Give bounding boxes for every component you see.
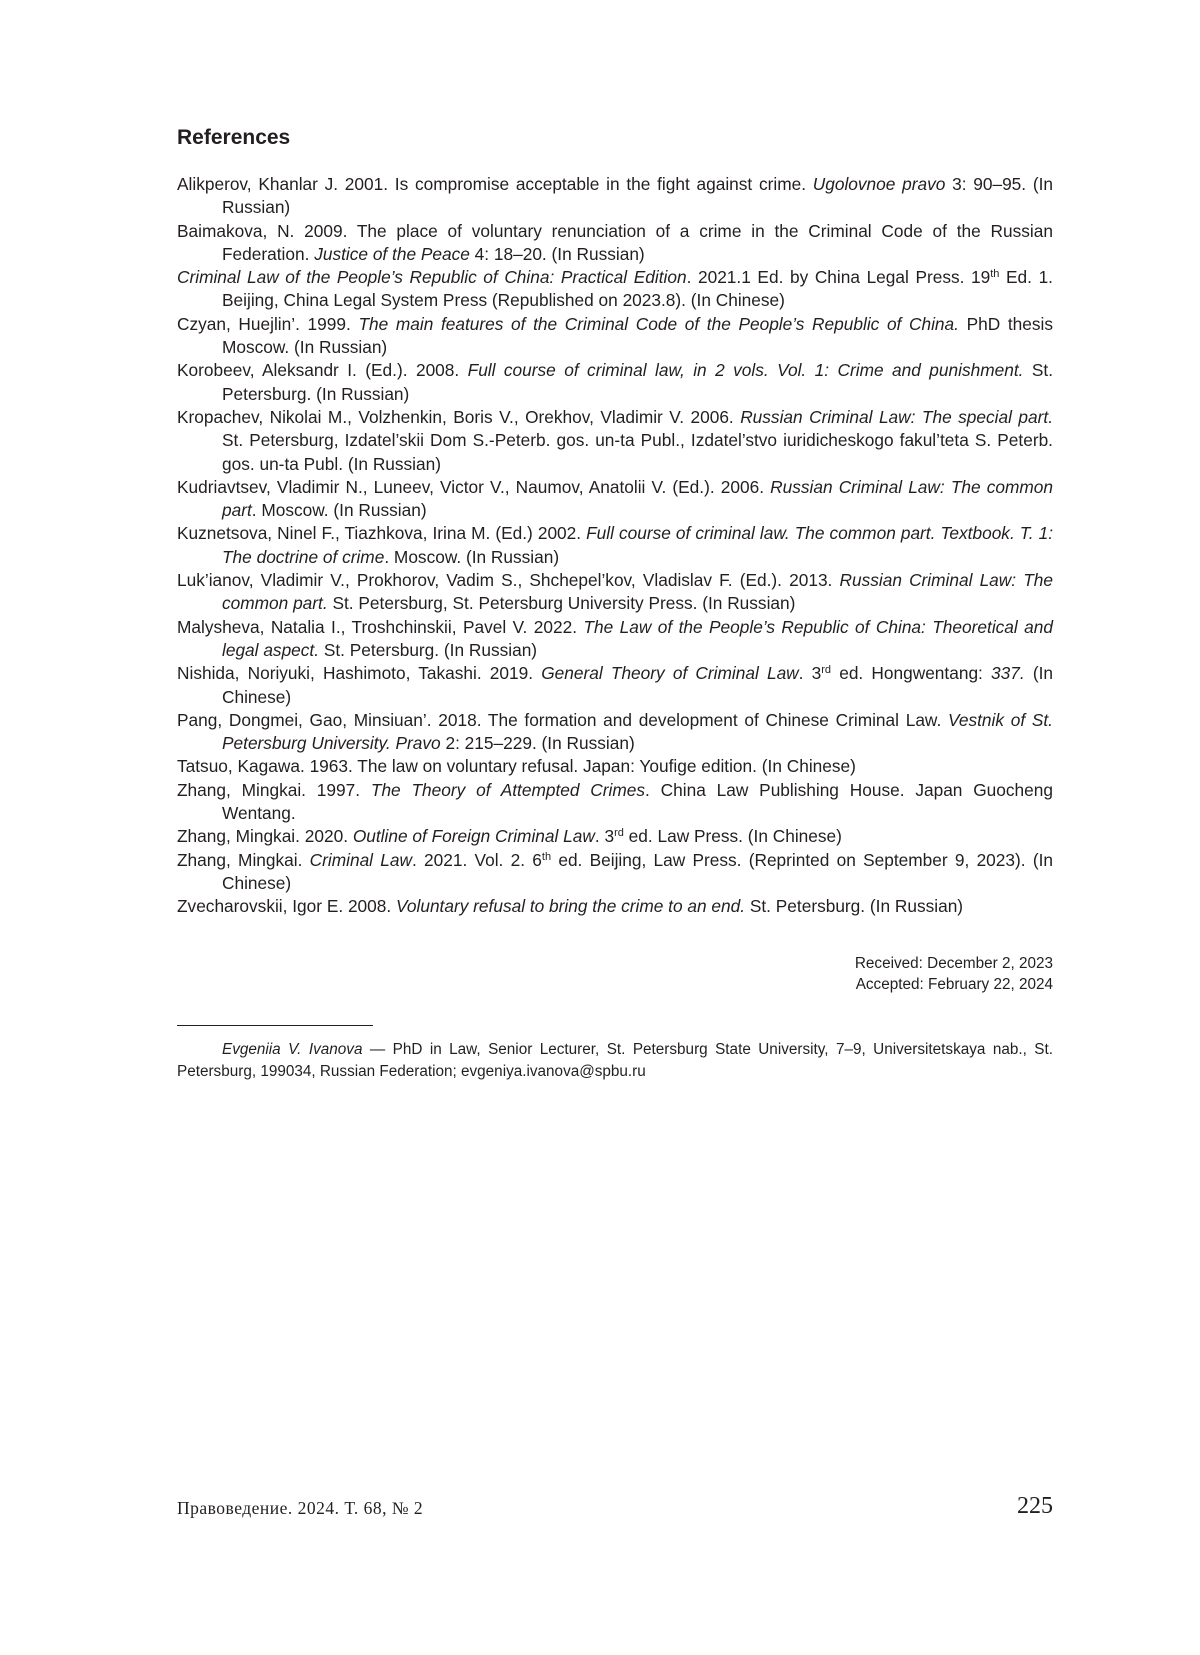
references-list: [177, 173, 1053, 919]
reference-title: Justice of the Peace: [314, 243, 470, 264]
reference-text: Czyan, Huejlin’. 1999.: [177, 313, 359, 334]
reference-text: St. Petersburg. (In Russian): [319, 639, 538, 660]
reference-title: Criminal Law of the People’s Republic of China: Practical Edition: [177, 267, 687, 288]
reference-title: The Law of the People’s Republic of China: Theoretical and legal aspect.: [222, 616, 1053, 660]
reference-title: General Theory of Criminal Law: [541, 663, 799, 684]
reference-item: [177, 313, 1053, 360]
reference-title: The main features of the Criminal Code of the People’s Republic of China.: [358, 313, 959, 334]
reference-item: [177, 522, 1053, 569]
reference-text: Alikperov, Khanlar J. 2001. Is compromise acceptable in the fight against crime.: [177, 174, 813, 194]
reference-text: . 2021. Vol. 2. 6: [411, 849, 542, 870]
author-details: — PhD in Law, Senior Lecturer, St. Petersburg State University, 7–9, Universitetskaya nab., St. Petersburg, 199034, Russian Federation; evgeniya.ivanova@spbu.ru: [177, 1041, 1053, 1080]
reference-item: [177, 476, 1053, 523]
reference-item: [177, 616, 1053, 663]
reference-text: Kuznetsova, Ninel F., Tiazhkova, Irina M. (Ed.) 2002.: [177, 523, 587, 544]
reference-item: [177, 709, 1053, 756]
reference-item: [177, 755, 1053, 778]
reference-text: . 3: [798, 663, 822, 684]
reference-superscript: rd: [614, 827, 624, 840]
reference-text: ed. Beijing, Law Press. (Reprinted on September 9, 2023). (In Chinese): [222, 849, 1053, 893]
reference-text: ed. Law Press. (In Chinese): [623, 826, 842, 847]
reference-title: Full course of criminal law, in 2 vols. Vol. 1: Crime and punishment.: [467, 360, 1024, 381]
reference-title: Full course of criminal law. The common part. Textbook. T. 1: The doctrine of crime: [222, 523, 1053, 567]
reference-text: Kudriavtsev, Vladimir N., Luneev, Victor V., Naumov, Anatolii V. (Ed.). 2006.: [177, 476, 771, 497]
reference-title: 337.: [991, 663, 1025, 684]
reference-title: Criminal Law: [309, 849, 412, 870]
references-heading: References: [177, 126, 291, 149]
reference-text: St. Petersburg, St. Petersburg University Press. (In Russian): [327, 593, 796, 614]
reference-item: [177, 849, 1053, 896]
reference-text: Baimakova, N. 2009. The place of voluntary renunciation of a crime in the Criminal Code of the Russian Federation.: [177, 220, 1053, 264]
reference-text: . China Law Publishing House. Japan Guocheng Wentang.: [222, 779, 1053, 824]
reference-title: Ugolovnoe pravo: [812, 174, 946, 194]
reference-text: Zvecharovskii, Igor E. 2008.: [177, 896, 396, 917]
reference-item: [177, 406, 1053, 476]
reference-text: Luk’ianov, Vladimir V., Prokhorov, Vadim S., Shchepel’kov, Vladislav F. (Ed.). 2013.: [177, 570, 840, 591]
reference-text: 3: 90–95. (In Russian): [222, 174, 1053, 218]
reference-text: ed. Hongwentang:: [831, 663, 992, 684]
reference-item: [177, 895, 1053, 918]
reference-text: St. Petersburg. (In Russian): [745, 896, 964, 917]
reference-text: . 3: [594, 826, 615, 847]
reference-text: . Moscow. (In Russian): [384, 546, 560, 567]
reference-item: [177, 825, 1053, 848]
received-date: Received: December 2, 2023: [854, 955, 1053, 972]
footnote-divider: [177, 1025, 373, 1026]
author-name: Evgeniia V. Ivanova: [222, 1041, 363, 1058]
reference-title: Russian Criminal Law: The special part.: [740, 406, 1053, 427]
reference-item: [177, 569, 1053, 616]
reference-text: Malysheva, Natalia I., Troshchinskii, Pavel V. 2022.: [177, 616, 584, 637]
page-number: 225: [1017, 1493, 1053, 1519]
reference-text: 4: 18–20. (In Russian): [469, 243, 645, 264]
reference-text: Tatsuo, Kagawa. 1963. The law on voluntary refusal. Japan: Youfige edition. (In Chinese): [177, 756, 856, 777]
reference-title: Voluntary refusal to bring the crime to an end.: [396, 896, 746, 917]
reference-title: Russian Criminal Law: The common part: [222, 476, 1053, 521]
reference-text: Nishida, Noriyuki, Hashimoto, Takashi. 2019.: [177, 663, 542, 684]
reference-item: [177, 359, 1053, 406]
reference-text: . 2021.1 Ed. by China Legal Press. 19: [686, 267, 991, 288]
reference-item: [177, 220, 1053, 267]
reference-item: [177, 266, 1053, 313]
reference-text: (In Chinese): [222, 663, 1054, 707]
reference-item: [177, 173, 1053, 220]
reference-item: [177, 662, 1053, 709]
reference-text: Korobeev, Aleksandr I. (Ed.). 2008.: [177, 360, 468, 381]
reference-item: [177, 779, 1053, 826]
reference-text: 2: 215–229. (In Russian): [440, 733, 635, 754]
reference-text: . Moscow. (In Russian): [251, 500, 427, 521]
accepted-date: Accepted: February 22, 2024: [855, 976, 1053, 993]
reference-title: Vestnik of St. Petersburg University. Pravo: [222, 709, 1053, 754]
reference-title: The Theory of Attempted Crimes: [370, 779, 646, 800]
reference-superscript: rd: [821, 664, 832, 677]
reference-text: St. Petersburg, Izdatel’skii Dom S.-Peterb. gos. un-ta Publ., Izdatel’stvo iuridicheskogo fakul’teta S. Peterb. gos. un-ta Publ. (In Russian): [222, 430, 1053, 474]
reference-text: St. Petersburg. (In Russian): [222, 360, 1053, 404]
author-info: [177, 1039, 1053, 1082]
reference-text: Pang, Dongmei, Gao, Minsiuan’. 2018. The formation and development of Chinese Criminal Law.: [177, 709, 948, 730]
reference-superscript: th: [541, 850, 552, 863]
reference-text: Ed. 1. Beijing, China Legal System Press (Republished on 2023.8). (In Chinese): [222, 267, 1053, 311]
reference-title: Outline of Foreign Criminal Law: [352, 826, 595, 847]
reference-title: Russian Criminal Law: The common part.: [222, 570, 1053, 614]
reference-text: Zhang, Mingkai. 1997.: [177, 779, 371, 800]
reference-superscript: th: [990, 268, 1000, 281]
reference-text: Zhang, Mingkai.: [177, 849, 310, 870]
reference-text: Zhang, Mingkai. 2020.: [177, 826, 353, 847]
reference-text: PhD thesis Moscow. (In Russian): [222, 313, 1053, 358]
journal-citation: Правоведение. 2024. Т. 68, № 2: [177, 1498, 424, 1518]
submission-dates: [700, 953, 1053, 995]
reference-text: Kropachev, Nikolai M., Volzhenkin, Boris V., Orekhov, Vladimir V. 2006.: [177, 406, 741, 427]
